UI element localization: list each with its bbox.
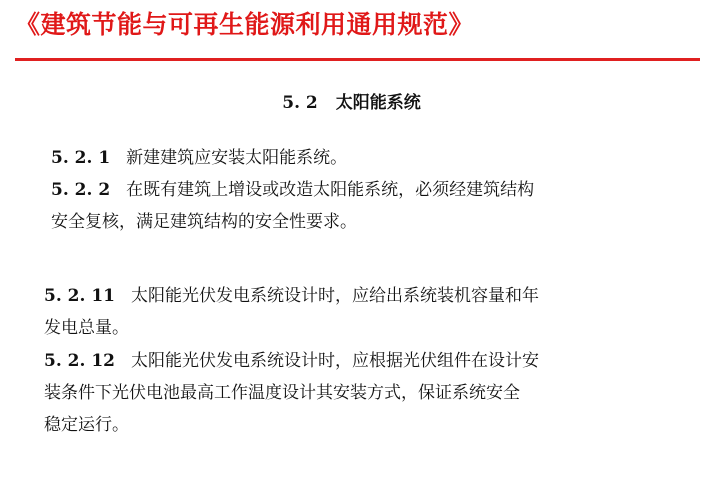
clause-text-line: 发电总量。 [44, 318, 129, 338]
clause-text-line: 安全复核，满足建筑结构的安全性要求。 [51, 212, 357, 232]
clause-5-2-2 [51, 174, 534, 238]
clause-5-2-12 [44, 345, 539, 441]
clause-text-line: 装条件下光伏电池最高工作温度设计其安装方式，保证系统安全 [44, 383, 520, 403]
clause-number: 5. 2. 2 [51, 180, 111, 200]
section-number: 5. 2 [282, 93, 318, 113]
section-title: 太阳能系统 [335, 93, 421, 113]
clause-text-line: 新建建筑应安装太阳能系统。 [126, 148, 348, 168]
clause-number: 5. 2. 11 [44, 286, 115, 306]
title-underline-divider [15, 58, 700, 61]
clause-text-line: 在既有建筑上增设或改造太阳能系统，必须经建筑结构 [126, 180, 535, 200]
clause-5-2-1 [51, 142, 347, 174]
clause-number: 5. 2. 12 [44, 351, 115, 371]
clause-text-line: 稳定运行。 [44, 415, 129, 435]
clause-number: 5. 2. 1 [51, 148, 111, 168]
clause-text-line: 太阳能光伏发电系统设计时，应根据光伏组件在设计安 [131, 351, 539, 371]
section-heading [0, 91, 703, 115]
clause-text-line: 太阳能光伏发电系统设计时，应给出系统装机容量和年 [131, 286, 539, 306]
page-title: 《建筑节能与可再生能源利用通用规范》 [15, 10, 475, 39]
clause-5-2-11 [44, 280, 539, 344]
